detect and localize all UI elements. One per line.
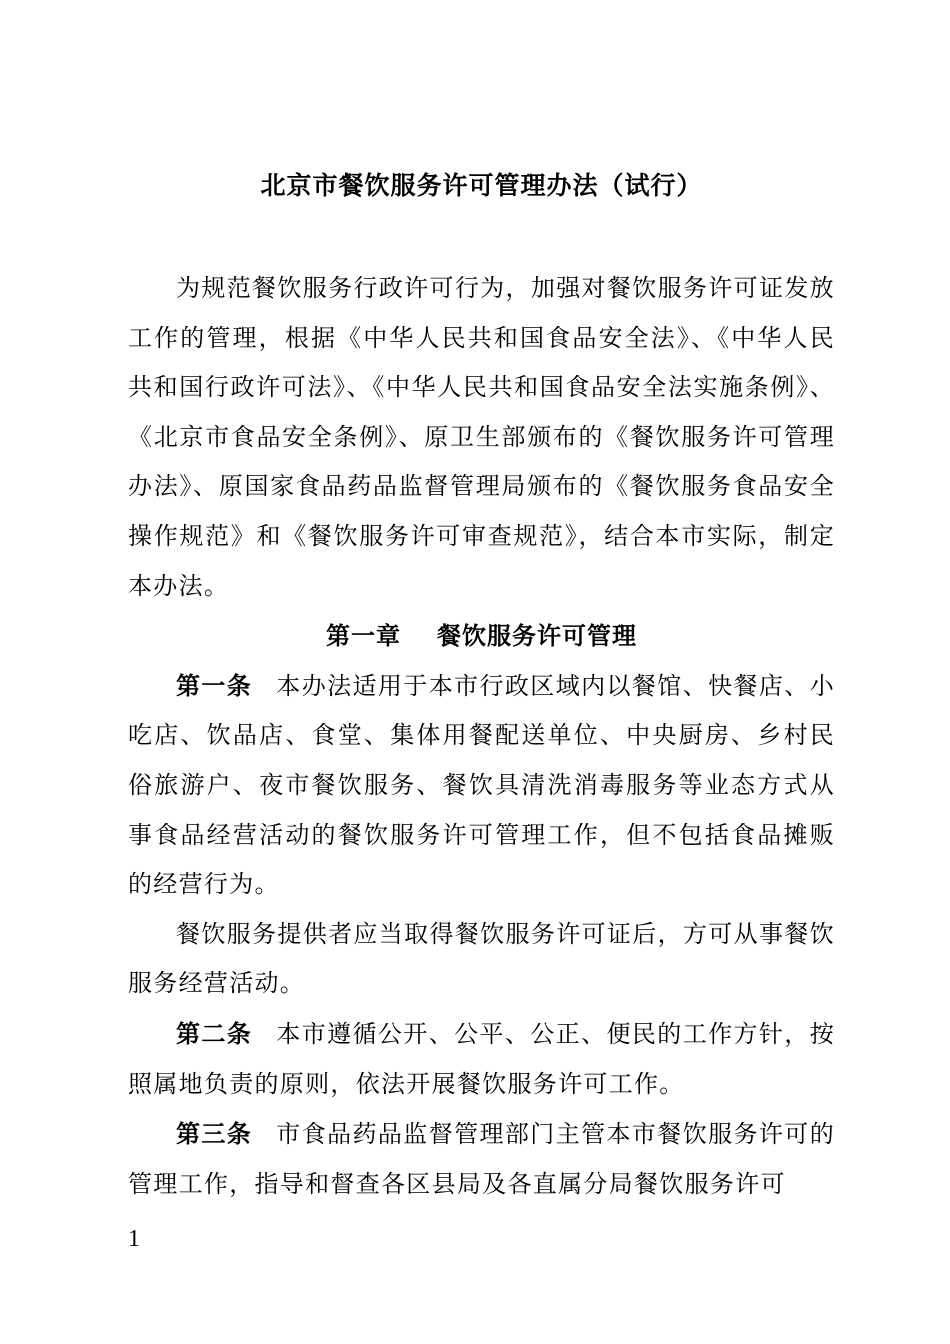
chapter-heading bbox=[128, 611, 835, 661]
page-number: 1 bbox=[128, 1226, 140, 1252]
article-1-paragraph bbox=[128, 661, 835, 910]
article-1-label: 第一条 bbox=[176, 670, 253, 700]
article-3-text: 市食品药品监督管理部门主管本市餐饮服务许可的管理工作，指导和督查各区县局及各直属分局餐饮服务许可 bbox=[128, 1120, 835, 1198]
article-3-label: 第三条 bbox=[176, 1119, 253, 1149]
document-body bbox=[128, 264, 835, 1209]
chapter-number: 第一章 bbox=[326, 621, 401, 651]
article-2-label: 第二条 bbox=[176, 1018, 253, 1048]
article-1-text: 本办法适用于本市行政区域内以餐馆、快餐店、小吃店、饮品店、食堂、集体用餐配送单位、中央厨房、乡村民俗旅游户、夜市餐饮服务、餐饮具清洗消毒服务等业态方式从事食品经营活动的餐饮服务许可管理工作，但不包括食品摊贩的经营行为。 bbox=[128, 671, 835, 899]
preamble-paragraph: 为规范餐饮服务行政许可行为，加强对餐饮服务许可证发放工作的管理，根据《中华人民共和国食品安全法》、《中华人民共和国行政许可法》、《中华人民共和国食品安全法实施条例》、《北京市食品安全条例》、原卫生部颁布的《餐饮服务许可管理办法》、原国家食品药品监督管理局颁布的《餐饮服务食品安全操作规范》和《餐饮服务许可审查规范》，结合本市实际，制定本办法。 bbox=[128, 274, 835, 600]
article-2-text: 本市遵循公开、公平、公正、便民的工作方针，按照属地负责的原则，依法开展餐饮服务许可工作。 bbox=[128, 1019, 835, 1098]
article-1-extra-paragraph: 餐饮服务提供者应当取得餐饮服务许可证后，方可从事餐饮服务经营活动。 bbox=[128, 919, 835, 998]
chapter-name: 餐饮服务许可管理 bbox=[437, 621, 637, 651]
article-2-paragraph bbox=[128, 1009, 835, 1109]
article-3-paragraph bbox=[128, 1109, 835, 1209]
document-title: 北京市餐饮服务许可管理办法（试行） bbox=[260, 171, 703, 200]
